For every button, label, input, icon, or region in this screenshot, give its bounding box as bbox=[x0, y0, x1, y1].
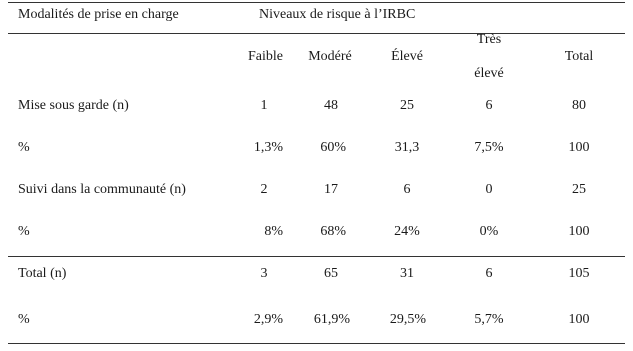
col-header-eleve: Élevé bbox=[391, 49, 423, 64]
cell: 31 bbox=[400, 266, 414, 281]
cell: 100 bbox=[568, 224, 590, 239]
cell: 25 bbox=[400, 98, 414, 113]
header-rule bbox=[8, 33, 625, 34]
cell: 2 bbox=[260, 182, 268, 197]
cell: 25 bbox=[572, 182, 586, 197]
total-rule bbox=[8, 256, 625, 257]
cell: 65 bbox=[324, 266, 338, 281]
cell: 100 bbox=[568, 140, 590, 155]
cell: 0 bbox=[485, 182, 493, 197]
stub-header: Modalités de prise en charge bbox=[18, 7, 179, 22]
cell: 105 bbox=[568, 266, 590, 281]
cell: 48 bbox=[324, 98, 338, 113]
group-header: Niveaux de risque à l’IRBC bbox=[259, 7, 416, 22]
row-label: % bbox=[18, 140, 30, 155]
cell: 24% bbox=[394, 224, 420, 239]
row-label: % bbox=[18, 312, 30, 327]
cell: 0% bbox=[479, 224, 499, 239]
cell: 17 bbox=[324, 182, 338, 197]
cell: 31,3 bbox=[394, 140, 420, 155]
col-header-tres-eleve-line2: élevé bbox=[474, 66, 504, 81]
cell: 29,5% bbox=[389, 312, 427, 327]
cell: 1,3% bbox=[253, 140, 283, 155]
cell: 6 bbox=[403, 182, 411, 197]
col-header-faible: Faible bbox=[248, 49, 283, 64]
row-label: Mise sous garde (n) bbox=[18, 98, 129, 113]
bottom-rule bbox=[8, 343, 625, 344]
cell: 61,9% bbox=[313, 312, 350, 327]
row-label: % bbox=[18, 224, 30, 239]
cell: 6 bbox=[485, 266, 493, 281]
cell: 7,5% bbox=[474, 140, 504, 155]
col-header-tres-eleve-line1: Très bbox=[476, 32, 502, 47]
cell: 3 bbox=[260, 266, 268, 281]
row-label: Suivi dans la communauté (n) bbox=[18, 182, 186, 197]
cell: 5,7% bbox=[474, 312, 504, 327]
cell: 2,9% bbox=[253, 312, 283, 327]
cell: 1 bbox=[260, 98, 268, 113]
col-header-total: Total bbox=[564, 49, 594, 64]
top-rule bbox=[8, 2, 625, 3]
cell: 80 bbox=[572, 98, 586, 113]
row-label: Total (n) bbox=[18, 266, 67, 281]
cell: 68% bbox=[320, 224, 346, 239]
cell: 60% bbox=[320, 140, 346, 155]
cell: 8% bbox=[264, 224, 283, 239]
cell: 6 bbox=[485, 98, 493, 113]
col-header-modere: Modéré bbox=[308, 49, 352, 64]
cell: 100 bbox=[568, 312, 590, 327]
